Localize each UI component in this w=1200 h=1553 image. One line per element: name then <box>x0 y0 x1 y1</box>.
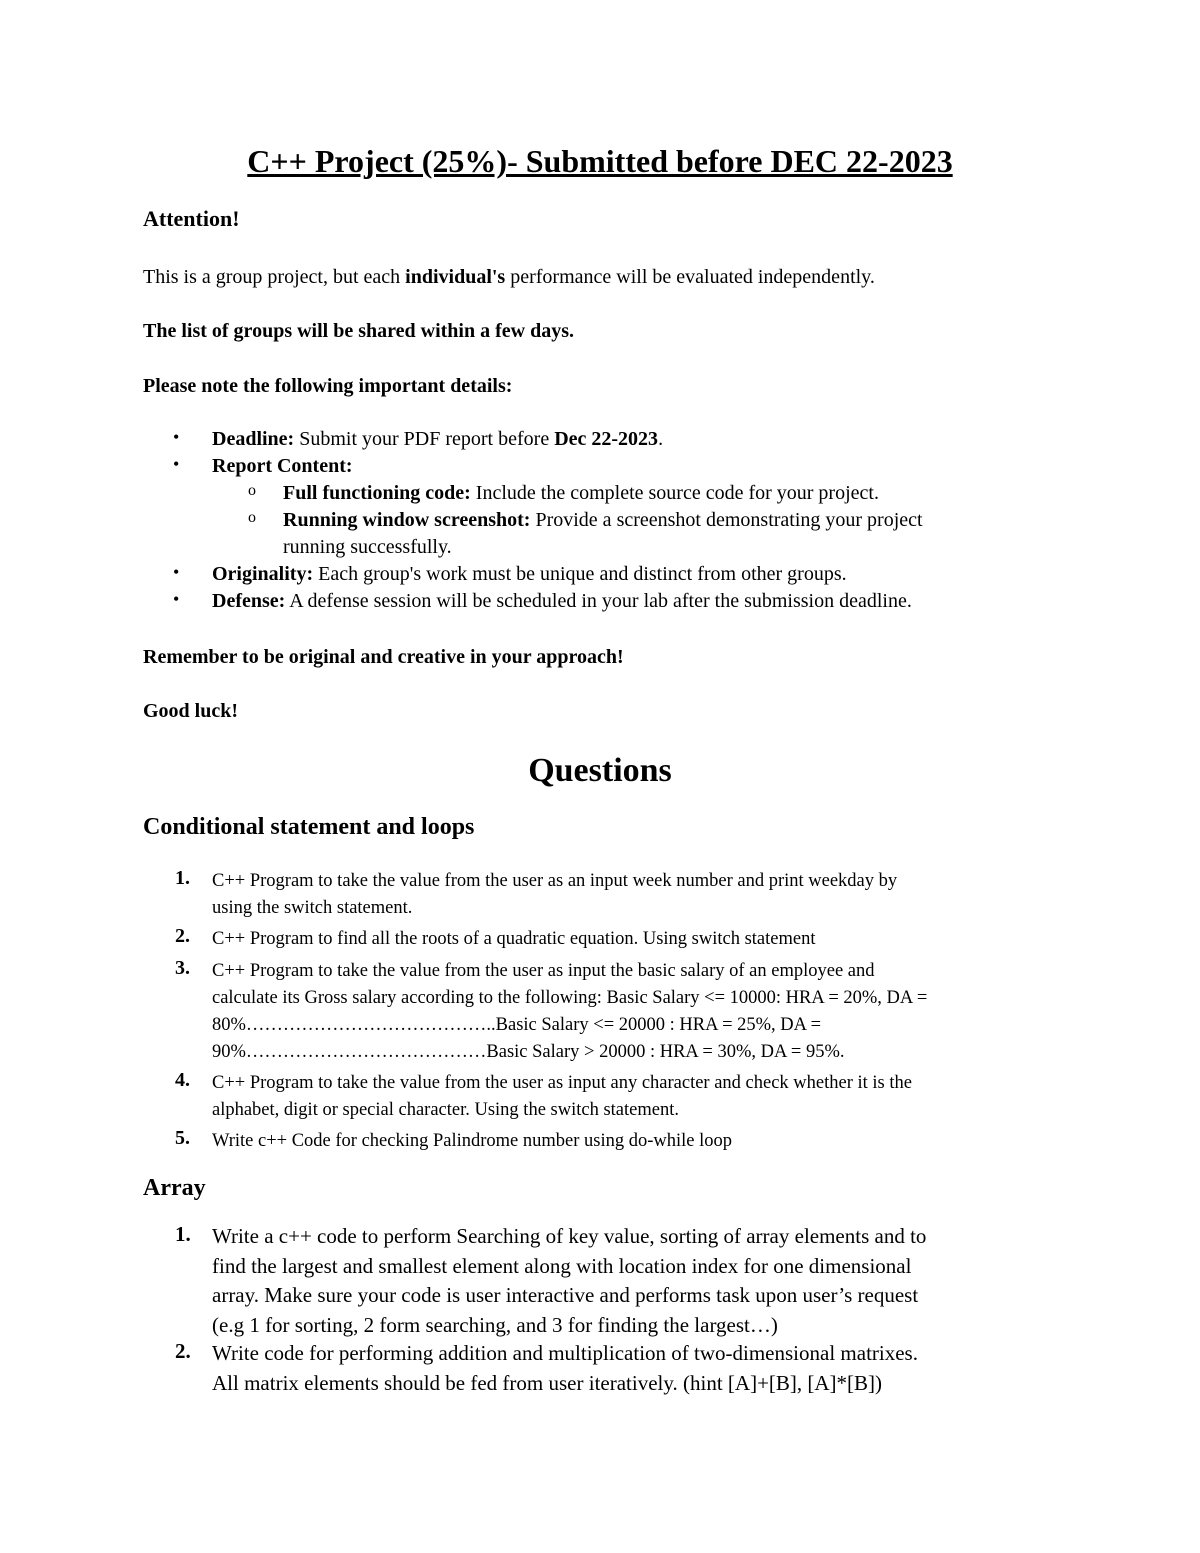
question-text-line: C++ Program to find all the roots of a quadratic equation. Using switch statement <box>212 929 816 949</box>
question-text-line: C++ Program to take the value from the user as input any character and check whether it is the <box>212 1073 912 1093</box>
question-text-line: C++ Program to take the value from the user as an input week number and print weekday by <box>212 871 898 891</box>
question-text-line: 90%…………………………………Basic Salary > 20000 : HRA = 30%, DA = 95%. <box>212 1042 845 1062</box>
bullet-icon: • <box>173 427 180 447</box>
question-text-line: Write a c++ code to perform Searching of key value, sorting of array elements and to <box>212 1224 927 1248</box>
question-number: 3. <box>175 957 190 979</box>
bullet-icon: • <box>173 589 180 609</box>
section-heading-array: Array <box>143 1175 206 1201</box>
details-heading: Please note the following important details: <box>143 375 513 397</box>
question-text-line: 80%…………………………………..Basic Salary <= 20000 : HRA = 25%, DA = <box>212 1015 822 1035</box>
question-text-line: alphabet, digit or special character. Using the switch statement. <box>212 1100 679 1120</box>
question-text-line: calculate its Gross salary according to the following: Basic Salary <= 10000: HRA = 20%, DA = <box>212 988 928 1008</box>
question-text-line: All matrix elements should be fed from user iteratively. (hint [A]+[B], [A]*[B]) <box>212 1370 883 1395</box>
bullet-report-content: Report Content: <box>212 455 353 477</box>
bullet-icon: • <box>173 454 180 474</box>
remember-note: Remember to be original and creative in your approach! <box>143 646 624 668</box>
groups-note: The list of groups will be shared within a few days. <box>143 320 574 342</box>
bullet-deadline: Deadline: Submit your PDF report before Dec 22-2023. <box>212 428 664 450</box>
question-text-line: C++ Program to take the value from the user as input the basic salary of an employee and <box>212 961 875 981</box>
bullet-defense: Defense: A defense session will be scheduled in your lab after the submission deadline. <box>212 590 912 612</box>
good-luck: Good luck! <box>143 700 239 722</box>
question-text-line: array. Make sure your code is user interactive and performs task upon user’s request <box>212 1283 919 1307</box>
section-heading-conditional: Conditional statement and loops <box>143 814 475 840</box>
intro-paragraph: This is a group project, but each individual's performance will be evaluated independently. <box>143 266 875 288</box>
questions-heading: Questions <box>528 752 672 789</box>
question-number: 1. <box>175 867 190 889</box>
question-text-line: find the largest and smallest element along with location index for one dimensional <box>212 1253 912 1278</box>
question-number: 4. <box>175 1069 190 1091</box>
bullet-icon: • <box>173 562 180 582</box>
bullet-full-code: Full functioning code: Include the complete source code for your project. <box>283 482 879 504</box>
attention-heading: Attention! <box>143 206 240 231</box>
bullet-screenshot: Running window screenshot: Provide a screenshot demonstrating your project <box>283 509 923 531</box>
question-text-line: using the switch statement. <box>212 898 413 918</box>
page-title: C++ Project (25%)- Submitted before DEC 22-2023 <box>247 143 953 179</box>
question-number: 2. <box>175 925 190 947</box>
question-text-line: (e.g 1 for sorting, 2 form searching, and 3 for finding the largest…) <box>212 1312 778 1337</box>
sub-bullet-icon: o <box>248 509 256 526</box>
question-number: 2. <box>175 1339 191 1363</box>
bullet-screenshot-cont: running successfully. <box>283 536 452 558</box>
question-text-line: Write c++ Code for checking Palindrome number using do-while loop <box>212 1131 733 1151</box>
question-number: 1. <box>175 1222 191 1246</box>
question-number: 5. <box>175 1127 190 1149</box>
sub-bullet-icon: o <box>248 482 256 499</box>
bullet-originality: Originality: Each group's work must be unique and distinct from other groups. <box>212 563 847 585</box>
question-text-line: Write code for performing addition and multiplication of two-dimensional matrixes. <box>212 1341 918 1365</box>
